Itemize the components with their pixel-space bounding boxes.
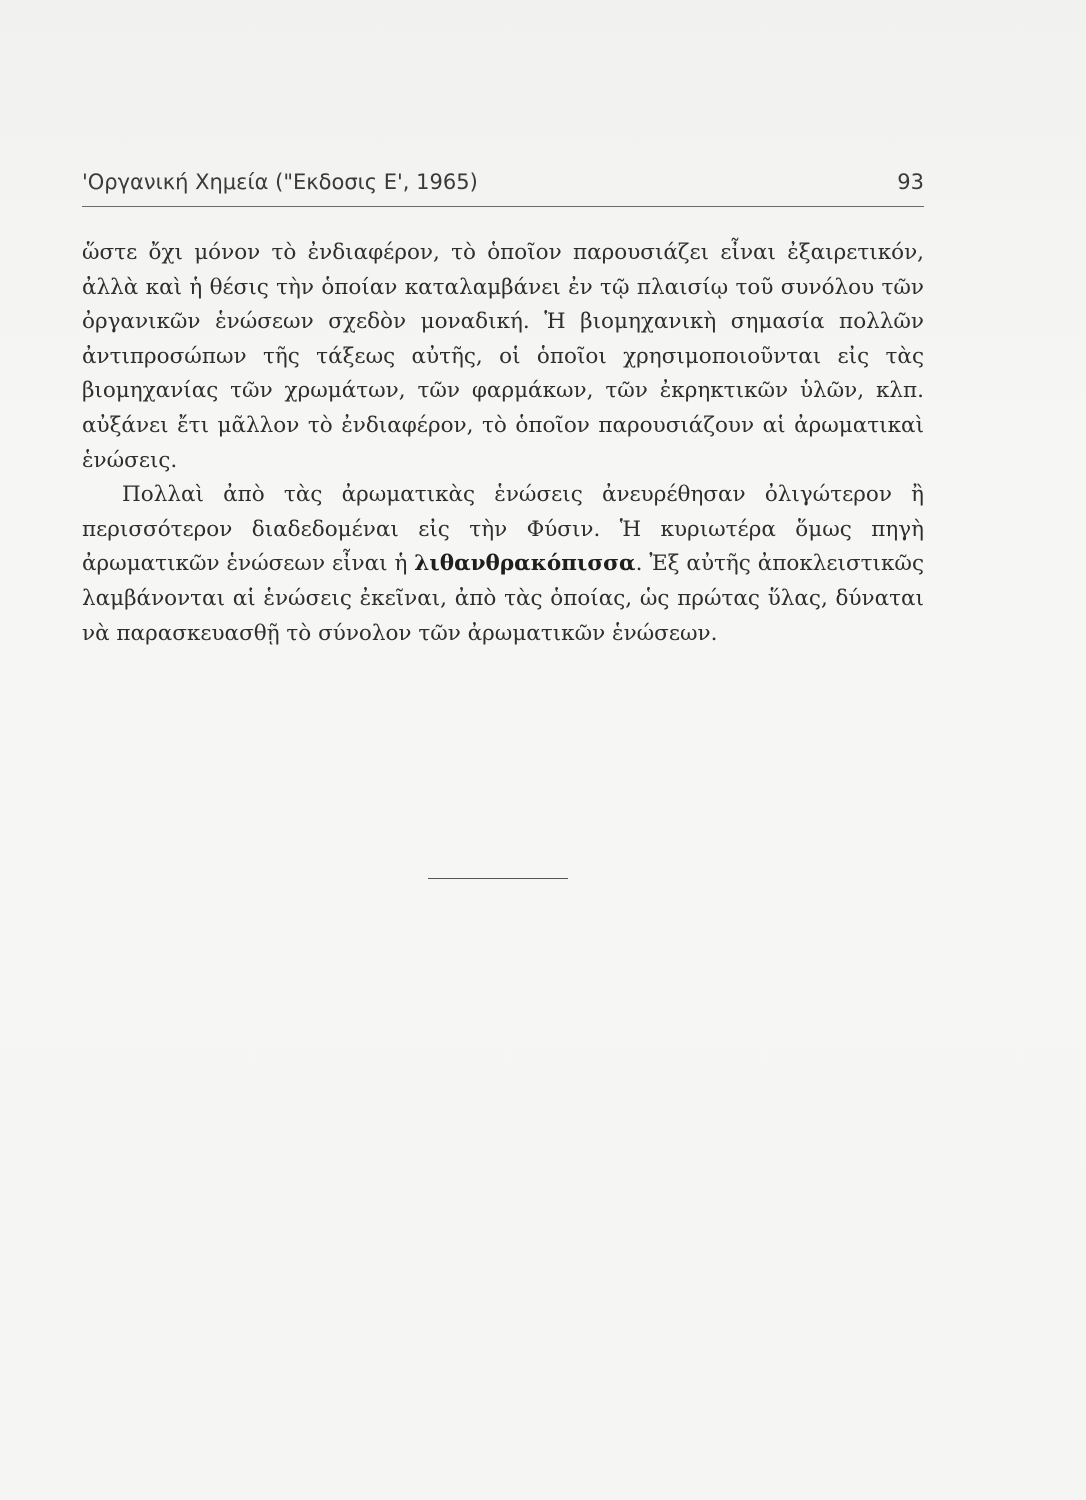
paragraph-2-text-b: . Ἐξ αὐτῆς ἀποκλειστικῶς λαμβάνονται αἱ ἑνώσεις ἐκεῖναι, ἀπὸ τὰς ὁποίας, ὡς πρώτας ὕλας, δύναται νὰ παρασκευασθῇ τὸ σύνολον τῶν ἀρωματικῶν ἑνώσεων. [82,551,925,646]
running-title: 'Οργανική Χημεία ("Εκδοσις Ε', 1965) [82,170,478,194]
page-number: 93 [897,170,924,194]
body-text [82,236,924,651]
paragraph-1: ὥστε ὄχι μόνον τὸ ἐνδιαφέρον, τὸ ὁποῖον παρουσιάζει εἶναι ἐξαιρετικόν, ἀλλὰ καὶ ἡ θέσις τὴν ὁποίαν καταλαμβάνει ἐν τῷ πλαισίῳ τοῦ συνόλου τῶν ὀργανικῶν ἑνώσεων σχεδὸν μοναδική. Ἡ βιομηχανικὴ σημασία πολλῶν ἀντιπροσώπων τῆς τάξεως αὐτῆς, οἱ ὁποῖοι χρησιμοποιοῦνται εἰς τὰς βιομηχανίας τῶν χρωμάτων, τῶν φαρμάκων, τῶν ἐκρηκτικῶν ὑλῶν, κλπ. αὐξάνει ἔτι μᾶλλον τὸ ἐνδιαφέρον, τὸ ὁποῖον παρουσιάζουν αἱ ἀρωματικαὶ ἑνώσεις. [82,240,924,473]
paragraph-2 [82,478,924,651]
page-header [82,160,924,194]
paragraph-2-text-a: Πολλαὶ ἀπὸ τὰς ἀρωματικὰς ἑνώσεις ἀνευρέθησαν ὀλιγώτερον ἢ περισσότερον διαδεδομέναι εἰς τὴν Φύσιν. Ἡ κυριωτέρα ὅμως πηγὴ ἀρωματικῶν ἑνώσεων εἶναι ἡ [82,482,924,577]
paragraph-2-bold-term: λιθανθρακόπισσα [414,551,636,577]
header-rule [82,206,924,207]
footnote-rule [428,878,568,879]
